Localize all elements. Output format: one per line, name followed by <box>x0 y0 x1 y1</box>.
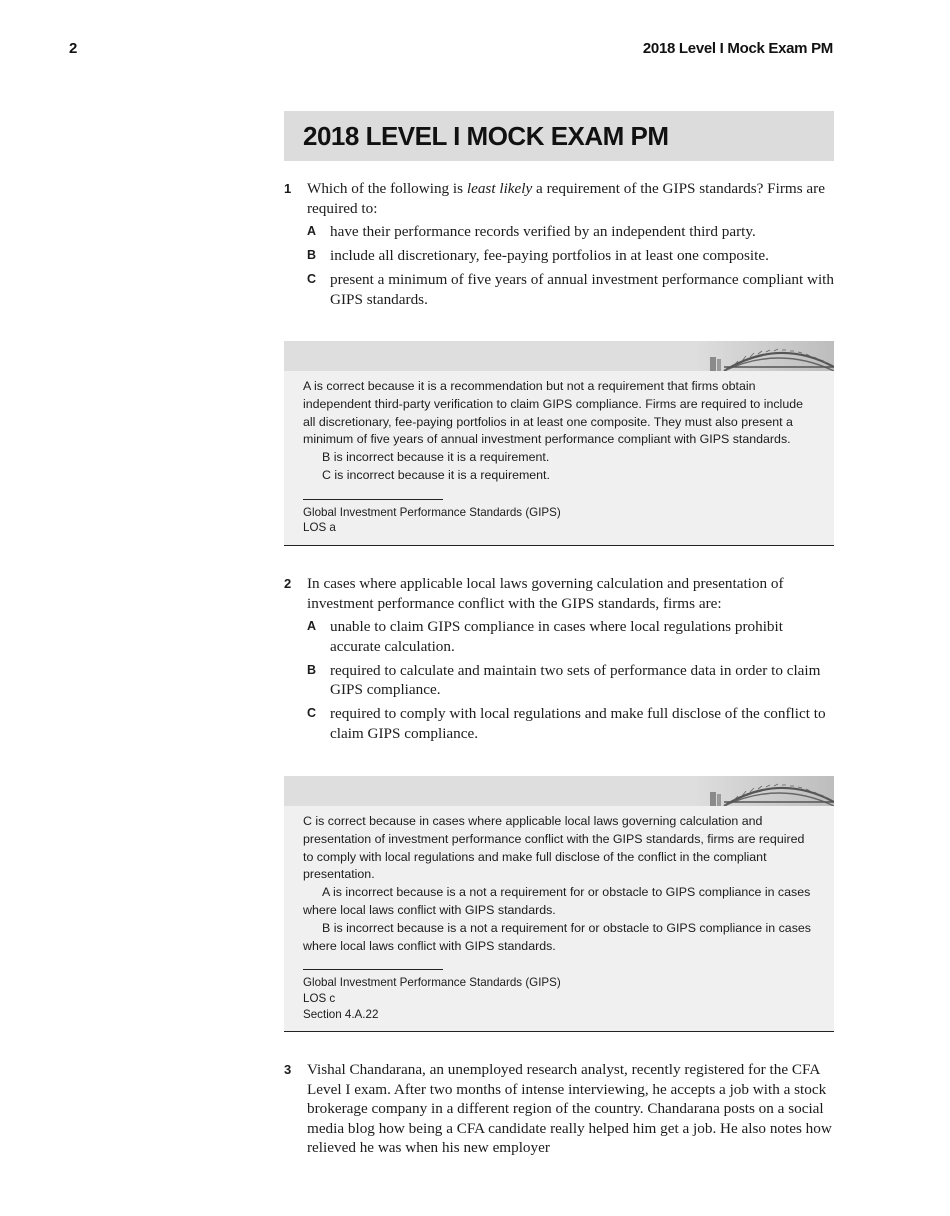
reference-divider <box>303 499 443 500</box>
reference-line: LOS c <box>303 991 336 1005</box>
choice-letter: B <box>307 248 317 262</box>
reference-line: LOS a <box>303 521 336 535</box>
answer-explanation <box>284 806 834 1031</box>
stem-text: In cases where applicable local laws governing calculation and presentation of investment performance conflict with the GIPS standards, firms are: <box>307 575 784 612</box>
answer-explanation <box>284 371 834 545</box>
question-stem <box>307 179 836 218</box>
reference-divider <box>303 969 443 970</box>
stem-text: a requirement of the GIPS standards? Firms are required to: <box>307 180 825 217</box>
running-title: 2018 Level I Mock Exam PM <box>642 40 833 57</box>
answer-banner <box>284 776 834 806</box>
answer-correct-text: C is correct because in cases where applicable local laws governing calculation and presentation of investment performance conflict with the GIPS standards, firms are required to comply with local regulations and make full disclose of the conflict in the compliant presentation. <box>303 814 805 882</box>
question-2 <box>284 574 836 748</box>
section-title-bar <box>284 111 834 161</box>
choice-letter: C <box>307 706 317 720</box>
choice-a <box>307 617 836 656</box>
answer-incorrect-text: A is incorrect because is a not a requirement for or obstacle to GIPS compliance in cases where local laws conflict with GIPS standards. <box>303 885 811 917</box>
choice-text: present a minimum of five years of annual investment performance compliant with GIPS standards. <box>330 271 834 308</box>
question-stem <box>307 574 836 613</box>
stem-text: Vishal Chandarana, an unemployed research analyst, recently registered for the CFA Level I exam. After two months of intense interviewing, he accepts a job with a stock brokerage company in a different region of the country. Chandarana posts on a social media blog how being a CFA candidate really helped him get a job. He also notes how relieved he was when his new employer <box>307 1061 832 1156</box>
answer-box-2 <box>284 776 834 1032</box>
choice-c <box>307 704 836 743</box>
choice-letter: C <box>307 272 317 286</box>
stem-text: Which of the following is <box>307 180 467 197</box>
answer-incorrect-text: C is incorrect because it is a requirement. <box>322 467 550 482</box>
choice-letter: A <box>307 619 317 633</box>
question-3 <box>284 1060 836 1158</box>
choice-letter: B <box>307 662 317 677</box>
question-number: 1 <box>284 181 292 196</box>
choice-b <box>307 661 836 700</box>
answer-incorrect-text: B is incorrect because is a not a requirement for or obstacle to GIPS compliance in cases where local laws conflict with GIPS standards. <box>303 920 811 953</box>
answer-correct-text: A is correct because it is a recommendation but not a requirement that firms obtain independent third-party verification to claim GIPS compliance. Firms are required to include all discretionary, fee-paying portfolios in at least one composite. They must also present a minimum of five years of annual investment performance compliant with GIPS standards. <box>303 379 803 447</box>
choice-text: include all discretionary, fee-paying portfolios in at least one composite. <box>330 247 769 264</box>
section-title: 2018 LEVEL I MOCK EXAM PM <box>303 120 669 151</box>
question-stem <box>307 1060 836 1158</box>
reference-line: Section 4.A.22 <box>303 1007 379 1021</box>
choice-b <box>307 246 836 266</box>
answer-banner <box>284 341 834 371</box>
question-number: 2 <box>284 576 292 591</box>
bridge-illustration-icon <box>694 776 834 806</box>
question-number: 3 <box>284 1062 292 1077</box>
answer-box-1 <box>284 341 834 546</box>
reference-line: Global Investment Performance Standards (GIPS) <box>303 505 561 519</box>
choice-letter: A <box>307 224 317 238</box>
choice-c <box>307 270 836 309</box>
answer-incorrect-text: B is incorrect because it is a requirement. <box>322 450 550 465</box>
answer-choices <box>307 222 836 309</box>
choice-text: unable to claim GIPS compliance in cases where local regulations prohibit accurate calculation. <box>330 618 783 655</box>
question-1 <box>284 179 836 314</box>
choice-text: have their performance records verified by an independent third party. <box>330 223 756 240</box>
answer-choices <box>307 617 836 743</box>
bridge-illustration-icon <box>694 341 834 371</box>
reference-line: Global Investment Performance Standards (GIPS) <box>303 976 561 990</box>
page-number: 2 <box>69 40 78 57</box>
choice-text: required to comply with local regulations and make full disclose of the conflict to claim GIPS compliance. <box>330 705 826 742</box>
choice-a <box>307 222 836 242</box>
choice-text: required to calculate and maintain two sets of performance data in order to claim GIPS compliance. <box>330 661 821 698</box>
stem-emphasis: least likely <box>466 180 533 197</box>
